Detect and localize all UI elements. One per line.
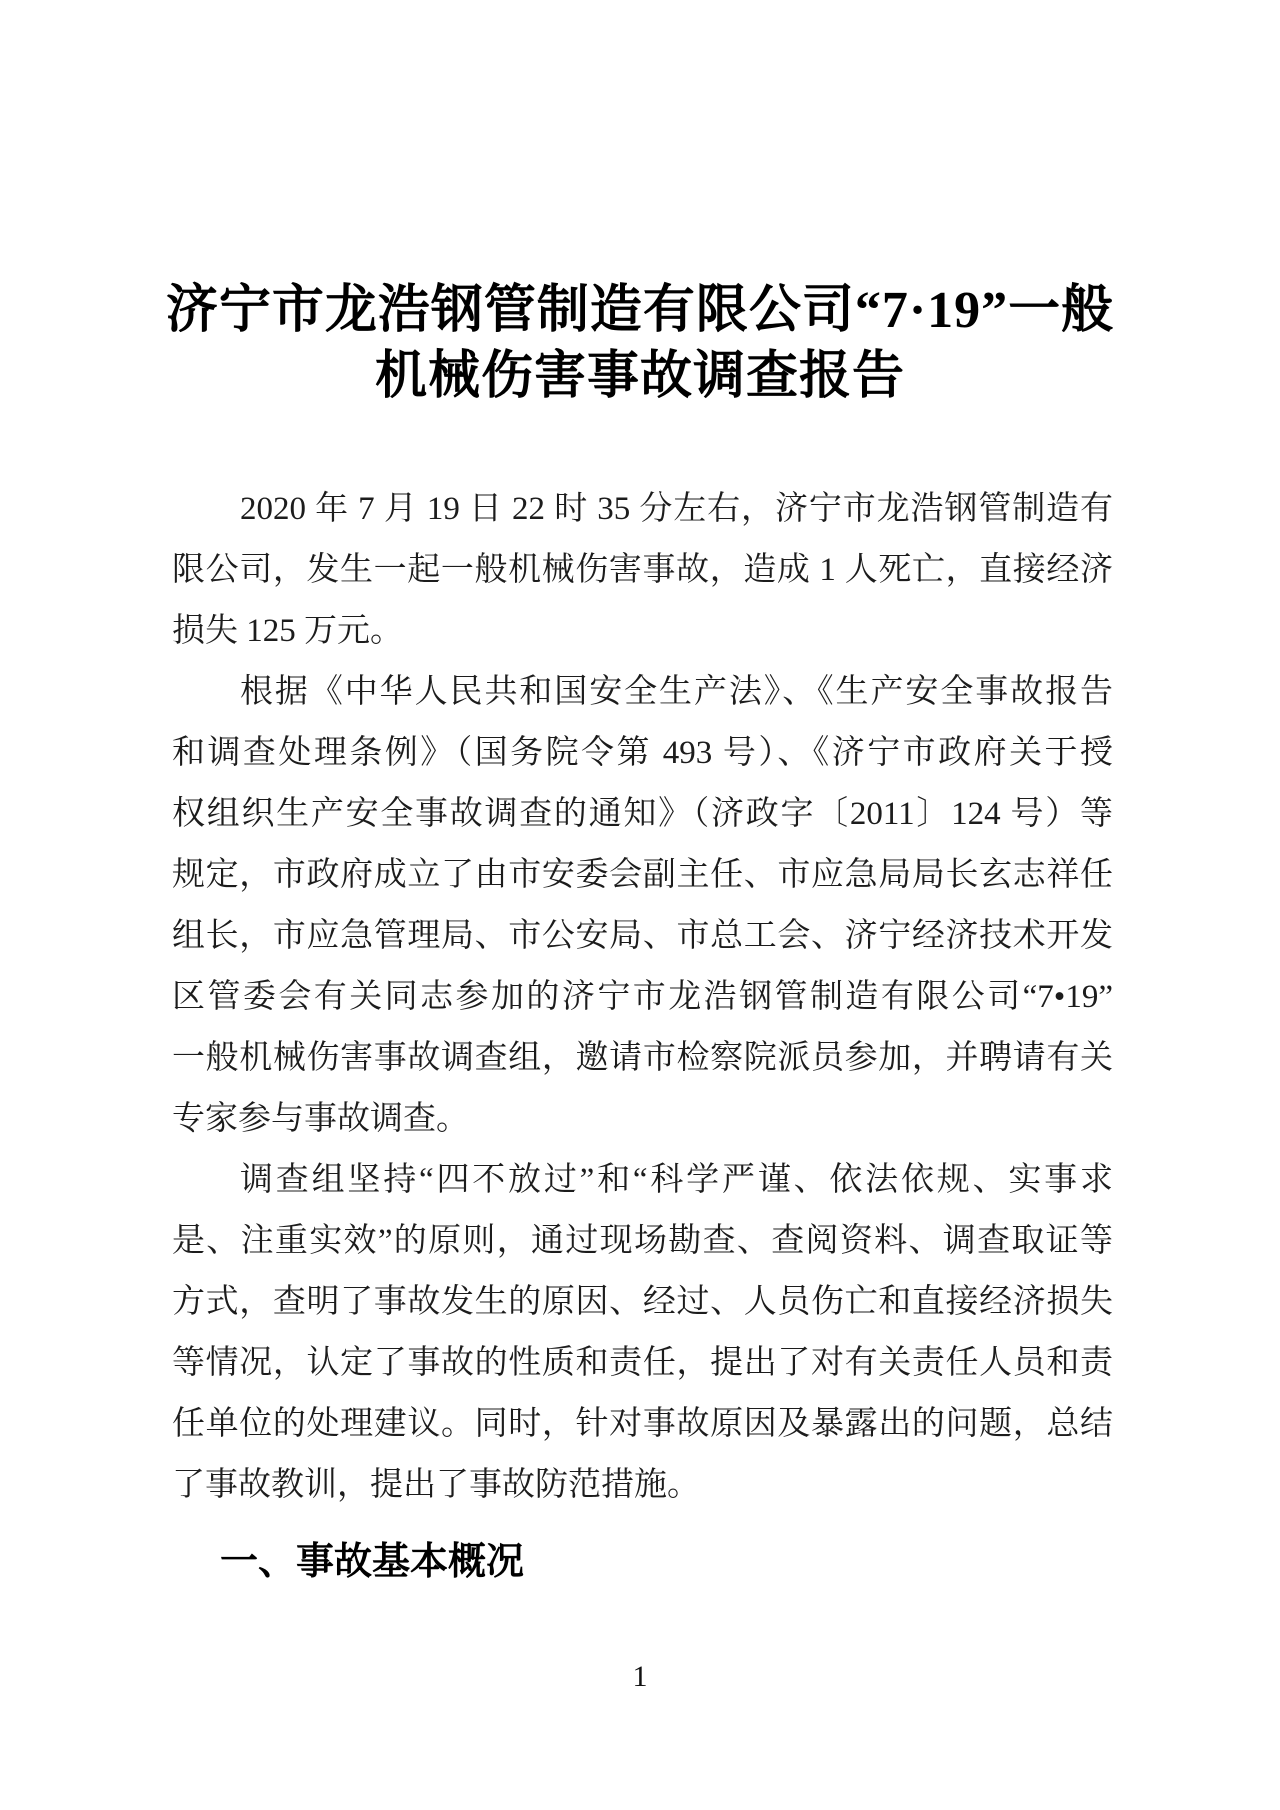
text-line: 根据《中华人民共和国安全生产法》、《生产安全事故报告 (240, 674, 1113, 710)
text-line: 了事故教训，提出了事故防范措施。 (172, 1467, 700, 1503)
text-line: 方式，查明了事故发生的原因、经过、人员伤亡和直接经济损失 (172, 1284, 1113, 1320)
text-line: 损失 125 万元。 (172, 613, 403, 649)
text-line: 调查组坚持“四不放过”和“科学严谨、依法依规、实事求 (240, 1162, 1113, 1198)
text-line: 规定，市政府成立了由市安委会副主任、市应急局局长玄志祥任 (172, 857, 1113, 893)
document-title (0, 278, 1280, 410)
text-line: 区管委会有关同志参加的济宁市龙浩钢管制造有限公司“7•19” (172, 979, 1113, 1015)
paragraph-1 (172, 479, 1113, 662)
text-line: 一般机械伤害事故调查组，邀请市检察院派员参加，并聘请有关 (172, 1040, 1113, 1076)
document-body (172, 479, 1113, 1593)
text-line: 和调查处理条例》（国务院令第 493 号）、《济宁市政府关于授 (172, 735, 1113, 771)
title-line-1: 济宁市龙浩钢管制造有限公司“7·19”一般 (165, 282, 1115, 339)
paragraph-3 (172, 1150, 1113, 1516)
text-line: 权组织生产安全事故调查的通知》（济政字〔2011〕124 号）等 (172, 796, 1113, 832)
page-number: 1 (632, 1660, 648, 1693)
text-line: 任单位的处理建议。同时，针对事故原因及暴露出的问题，总结 (172, 1406, 1113, 1442)
text-line: 组长，市应急管理局、市公安局、市总工会、济宁经济技术开发 (172, 918, 1113, 954)
text-line: 专家参与事故调查。 (172, 1101, 469, 1137)
text-line: 2020 年 7 月 19 日 22 时 35 分左右，济宁市龙浩钢管制造有 (240, 491, 1113, 527)
text-line: 限公司，发生一起一般机械伤害事故，造成 1 人死亡，直接经济 (172, 552, 1113, 588)
paragraph-2 (172, 662, 1113, 1150)
title-line-2: 机械伤害事故调查报告 (374, 348, 905, 405)
section-heading: 一、事故基本概况 (220, 1541, 525, 1583)
text-line: 等情况，认定了事故的性质和责任，提出了对有关责任人员和责 (172, 1345, 1113, 1381)
text-line: 是、注重实效”的原则，通过现场勘查、查阅资料、调查取证等 (172, 1223, 1113, 1259)
